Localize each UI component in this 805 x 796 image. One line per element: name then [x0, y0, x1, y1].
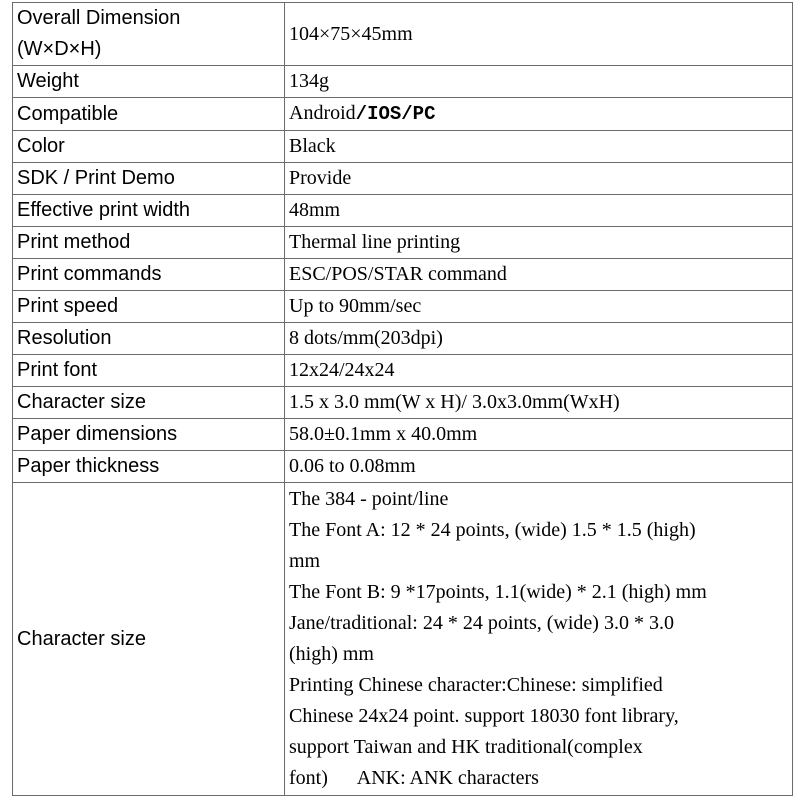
detail-line: mm [289, 550, 321, 572]
spec-label-paper-thickness: Paper thickness [13, 451, 285, 483]
spec-label-line: (W×D×H) [17, 38, 102, 60]
detail-line: Jane/traditional: 24 * 24 points, (wide) 3.0 * 3.0 [289, 612, 674, 634]
table-row [13, 227, 793, 259]
spec-value-compatible [285, 98, 793, 131]
spec-value-sdk: Provide [285, 163, 793, 195]
table-row [13, 291, 793, 323]
table-row [13, 131, 793, 163]
detail-line: support Taiwan and HK traditional(complex [289, 736, 643, 758]
table-row [13, 451, 793, 483]
spec-label-print-commands: Print commands [13, 259, 285, 291]
spec-label-weight: Weight [13, 66, 285, 98]
spec-label-line: Overall Dimension [17, 7, 181, 29]
compatible-android: Android [289, 102, 356, 124]
spec-value-print-method: Thermal line printing [285, 227, 793, 259]
spec-label-print-font: Print font [13, 355, 285, 387]
spec-label-character-size: Character size [13, 387, 285, 419]
spec-label-color: Color [13, 131, 285, 163]
table-row [13, 323, 793, 355]
table-row [13, 66, 793, 98]
table-row [13, 3, 793, 66]
table-row [13, 163, 793, 195]
spec-value-print-width: 48mm [285, 195, 793, 227]
specification-table [12, 2, 793, 796]
spec-value-print-font: 12x24/24x24 [285, 355, 793, 387]
detail-line: (high) mm [289, 643, 374, 665]
compatible-ios-pc: /IOS/PC [355, 103, 436, 125]
spec-value-color: Black [285, 131, 793, 163]
spec-value-paper-thickness: 0.06 to 0.08mm [285, 451, 793, 483]
table-row [13, 355, 793, 387]
spec-value-resolution: 8 dots/mm(203dpi) [285, 323, 793, 355]
spec-value-print-commands: ESC/POS/STAR command [285, 259, 793, 291]
table-row [13, 419, 793, 451]
detail-line: Chinese 24x24 point. support 18030 font library, [289, 705, 679, 727]
spec-label-character-size-detail: Character size [13, 483, 285, 796]
spec-value-overall-dimension: 104×75×45mm [285, 3, 793, 66]
spec-value-print-speed: Up to 90mm/sec [285, 291, 793, 323]
spec-value-weight: 134g [285, 66, 793, 98]
table-row [13, 387, 793, 419]
spec-label-resolution: Resolution [13, 323, 285, 355]
spec-value-paper-dimensions: 58.0±0.1mm x 40.0mm [285, 419, 793, 451]
table-row [13, 195, 793, 227]
detail-line: font) ANK: ANK characters [289, 767, 539, 789]
detail-line: The 384 - point/line [289, 488, 449, 510]
spec-value-character-size: 1.5 x 3.0 mm(W x H)/ 3.0x3.0mm(WxH) [285, 387, 793, 419]
detail-line: Printing Chinese character:Chinese: simplified [289, 674, 663, 696]
spec-label-compatible: Compatible [13, 98, 285, 131]
table-row [13, 98, 793, 131]
spec-value-character-size-detail [285, 483, 793, 796]
table-row [13, 259, 793, 291]
spec-label-print-speed: Print speed [13, 291, 285, 323]
spec-label-paper-dimensions: Paper dimensions [13, 419, 285, 451]
detail-line: The Font A: 12 * 24 points, (wide) 1.5 * 1.5 (high) [289, 519, 696, 541]
table-row [13, 483, 793, 796]
spec-label-print-method: Print method [13, 227, 285, 259]
spec-label-print-width: Effective print width [13, 195, 285, 227]
spec-label-overall-dimension [13, 3, 285, 66]
spec-label-sdk: SDK / Print Demo [13, 163, 285, 195]
detail-line: The Font B: 9 *17points, 1.1(wide) * 2.1 (high) mm [289, 581, 707, 603]
